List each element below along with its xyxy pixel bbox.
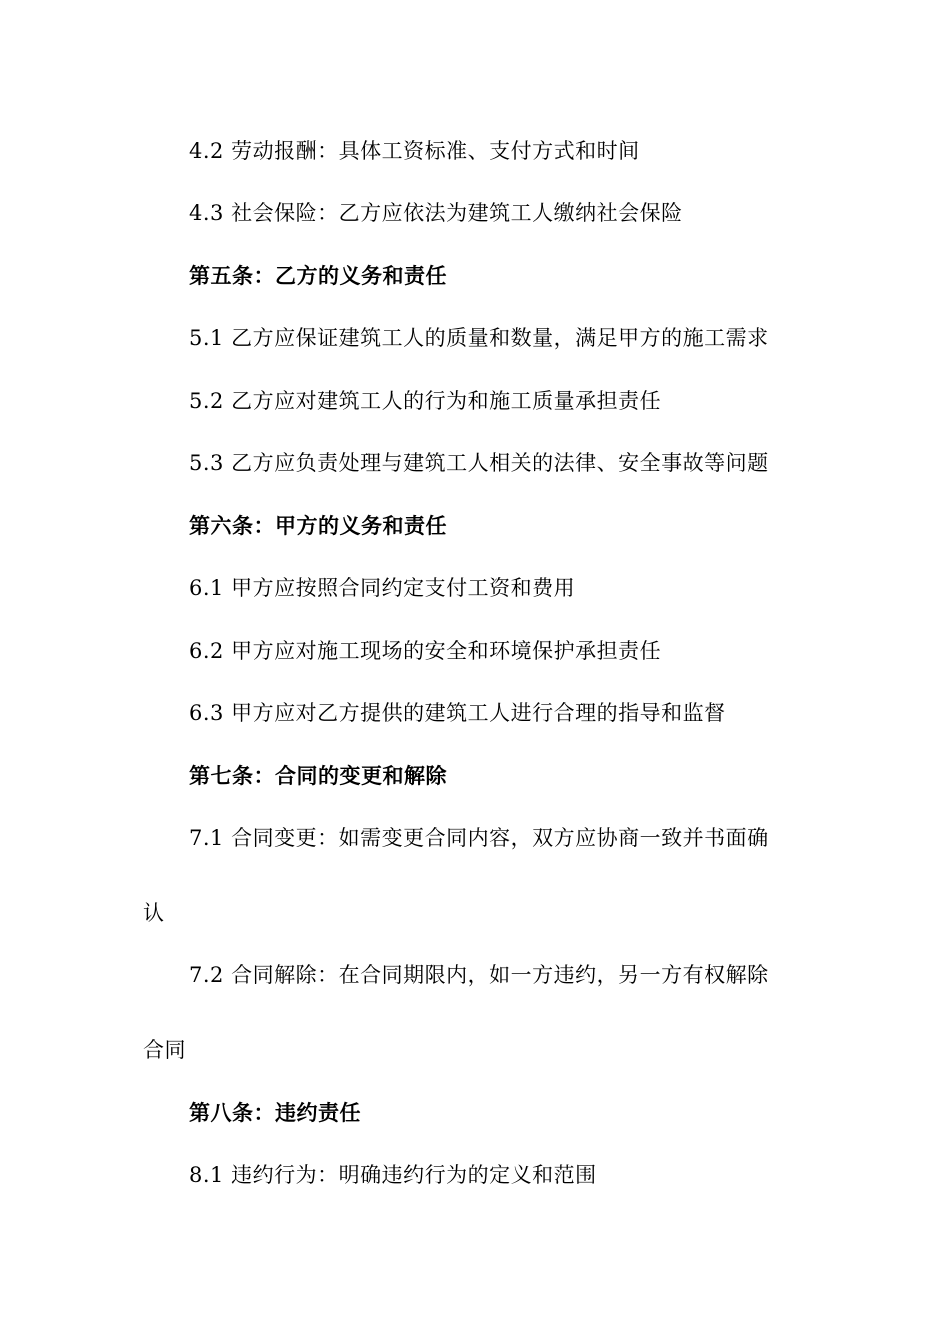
article-5-heading: 第五条：乙方的义务和责任	[189, 263, 447, 288]
clause-6-2: 6.2 甲方应对施工现场的安全和环境保护承担责任	[189, 639, 662, 663]
clause-8-1: 8.1 违约行为：明确违约行为的定义和范围	[189, 1163, 597, 1187]
clause-5-3: 5.3 乙方应负责处理与建筑工人相关的法律、安全事故等问题	[189, 451, 769, 475]
clause-6-3: 6.3 甲方应对乙方提供的建筑工人进行合理的指导和监督	[189, 701, 726, 725]
clause-7-1-continued: 认	[143, 901, 165, 925]
clause-7-2: 7.2 合同解除：在合同期限内，如一方违约，另一方有权解除	[189, 963, 769, 987]
article-7-heading: 第七条：合同的变更和解除	[189, 763, 447, 788]
clause-4-2: 4.2 劳动报酬：具体工资标准、支付方式和时间	[189, 139, 640, 163]
clause-7-1: 7.1 合同变更：如需变更合同内容，双方应协商一致并书面确	[189, 826, 769, 850]
article-8-heading: 第八条：违约责任	[189, 1100, 361, 1125]
article-6-heading: 第六条：甲方的义务和责任	[189, 513, 447, 538]
clause-4-3: 4.3 社会保险：乙方应依法为建筑工人缴纳社会保险	[189, 201, 683, 225]
clause-5-1: 5.1 乙方应保证建筑工人的质量和数量，满足甲方的施工需求	[189, 326, 769, 350]
clause-5-2: 5.2 乙方应对建筑工人的行为和施工质量承担责任	[189, 389, 662, 413]
clause-6-1: 6.1 甲方应按照合同约定支付工资和费用	[189, 576, 576, 600]
clause-7-2-continued: 合同	[143, 1038, 186, 1062]
